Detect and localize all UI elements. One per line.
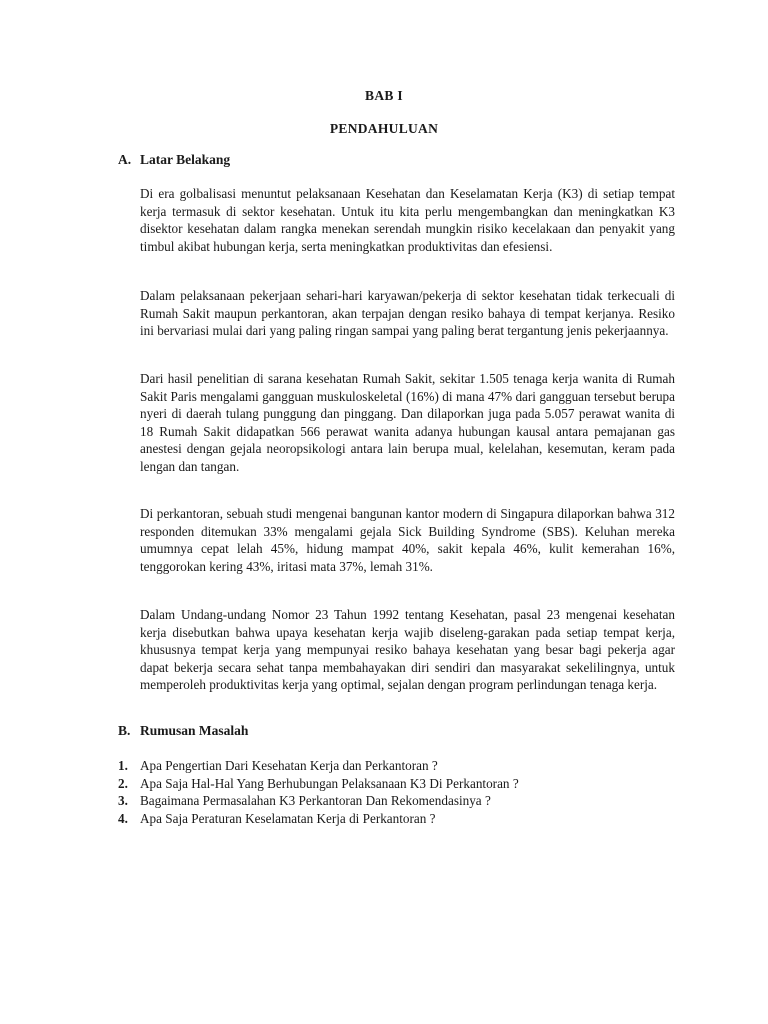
chapter-title: PENDAHULUAN bbox=[329, 121, 439, 136]
list-text: Apa Pengertian Dari Kesehatan Kerja dan Perkantoran ? bbox=[140, 758, 438, 773]
paragraph: Dalam pelaksanaan pekerjaan sehari-hari karyawan/pekerja di sektor kesehatan tidak terkecuali di Rumah Sakit maupun perkantoran, akan terpajan dengan resiko bahaya di tempat kerjanya. Resiko ini bervariasi mulai dari yang paling ringan sampai yang paling berat tergantung jenis pekerjaannya. bbox=[140, 288, 675, 339]
list-text: Apa Saja Peraturan Keselamatan Kerja di Perkantoran ? bbox=[140, 810, 436, 826]
section-letter: B. bbox=[118, 723, 131, 738]
list-number: 2. bbox=[118, 775, 128, 791]
list-item bbox=[118, 757, 519, 775]
paragraph: Dalam Undang-undang Nomor 23 Tahun 1992 tentang Kesehatan, pasal 23 mengenai kesehatan kerja disebutkan bahwa upaya kesehatan kerja wajib diseleng-garakan pada setiap tempat kerja, khususnya tempat kerja yang mempunyai resiko bahaya kesehatan yang besar bagi pekerja agar dapat bekerja secara sehat tanpa membahayakan diri sendiri dan masyarakat sekelilingnya, untuk memperoleh produktivitas kerja yang optimal, sejalan dengan program perlindungan tenaga kerja. bbox=[140, 607, 675, 693]
list-number: 1. bbox=[118, 758, 128, 773]
list-text: Bagaimana Permasalahan K3 Perkantoran Dan Rekomendasinya ? bbox=[140, 793, 491, 809]
list-item bbox=[118, 792, 519, 810]
paragraph: Di perkantoran, sebuah studi mengenai bangunan kantor modern di Singapura dilaporkan bahwa 312 responden ditemukan 33% mengalami gejala Sick Building Syndrome (SBS). Keluhan mereka umumnya cepat lelah 45%, hidung mampat 40%, sakit kepala 46%, kulit kemerahan 16%, tenggorokan kering 43%, iritasi mata 37%, lemah 31%. bbox=[140, 506, 675, 574]
paragraph: Dari hasil penelitian di sarana kesehatan Rumah Sakit, sekitar 1.505 tenaga kerja wanita di Rumah Sakit Paris mengalami gangguan muskuloskeletal (16%) di mana 47% dari gangguan tersebut berupa nyeri di daerah tulang punggung dan pinggang. Dan dilaporkan juga pada 5.057 perawat wanita di 18 Rumah Sakit didapatkan 566 perawat wanita adanya hubungan kausal antara pemajanan gas anestesi dengan gejala neoropsikologi antara lain berupa mual, kelelahan, kesemutan, keram pada lengan dan tangan. bbox=[140, 371, 675, 474]
problem-list bbox=[118, 757, 519, 827]
section-heading-rumusan-masalah bbox=[118, 723, 248, 739]
paragraph: Di era golbalisasi menuntut pelaksanaan Kesehatan dan Keselamatan Kerja (K3) di setiap tempat kerja termasuk di sektor kesehatan. Untuk itu kita perlu mengembangkan dan meningkatkan K3 disektor kesehatan dalam rangka menekan serendah mungkin risiko kecelakaan dan penyakit yang timbul akibat hubungan kerja, serta meningkatkan produktivitas dan efesiensi. bbox=[140, 186, 675, 254]
section-letter: A. bbox=[118, 152, 132, 167]
list-number: 3. bbox=[118, 793, 128, 809]
section-title: Rumusan Masalah bbox=[140, 723, 249, 738]
list-item bbox=[118, 775, 519, 793]
section-title: Latar Belakang bbox=[140, 152, 231, 167]
section-heading-latar-belakang bbox=[118, 152, 230, 168]
list-text: Apa Saja Hal-Hal Yang Berhubungan Pelaksanaan K3 Di Perkantoran ? bbox=[140, 775, 519, 791]
list-item bbox=[118, 810, 519, 828]
chapter-label: BAB I bbox=[365, 88, 403, 103]
list-number: 4. bbox=[118, 810, 128, 826]
